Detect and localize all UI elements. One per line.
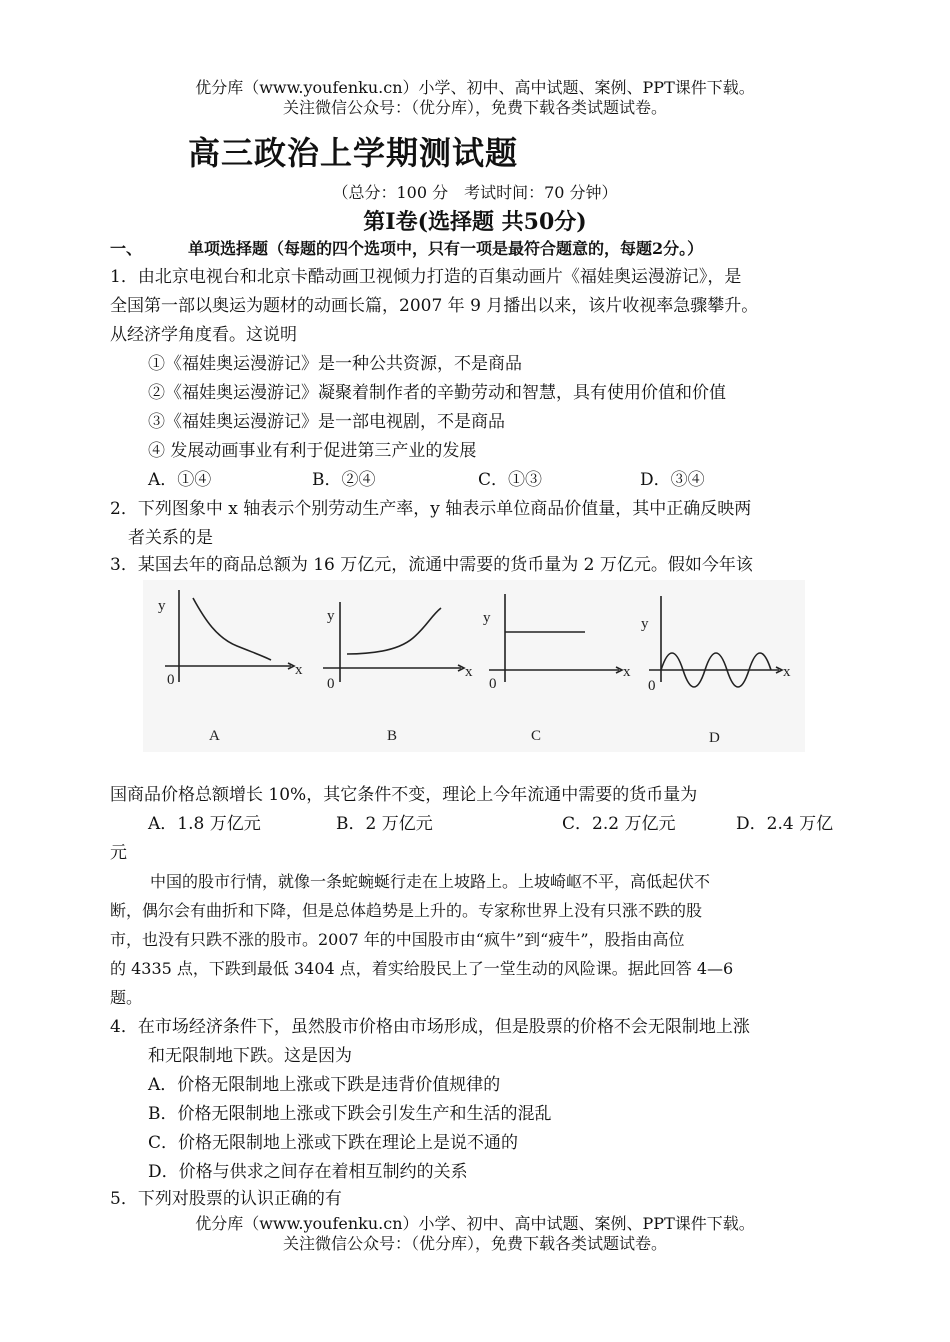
q1-statement-2: ②《福娃奥运漫游记》凝聚着制作者的辛勤劳动和智慧，具有使用价值和价值 bbox=[148, 383, 726, 403]
graph-b-caption: B bbox=[387, 728, 398, 744]
q3-line2: 国商品价格总额增长 10%，其它条件不变，理论上今年流通中需要的货币量为 bbox=[110, 785, 698, 805]
q5-line1: 5．下列对股票的认识正确的有 bbox=[110, 1189, 342, 1209]
graph-b-y-label: y bbox=[327, 608, 335, 624]
exam-subtitle: （总分：100 分 考试时间：70 分钟） bbox=[332, 183, 618, 202]
passage-line4: 的 4335 点，下跌到最低 3404 点，着实给股民上了一堂生动的风险课。据此回答 4—6 bbox=[110, 959, 734, 978]
q1-option-a: A．①④ bbox=[148, 470, 212, 490]
q1-line3: 从经济学角度看。这说明 bbox=[110, 325, 297, 345]
q1-option-c: C．①③ bbox=[478, 470, 543, 490]
q4-option-c: C．价格无限制地上涨或下跌在理论上是说不通的 bbox=[148, 1133, 519, 1153]
passage-line2: 断，偶尔会有曲折和下降，但是总体趋势是上升的。专家称世界上没有只涨不跌的股 bbox=[110, 901, 703, 920]
q3-line1: 3．某国去年的商品总额为 16 万亿元，流通中需要的货币量为 2 万亿元。假如今年该 bbox=[110, 555, 753, 575]
q1-statement-1: ①《福娃奥运漫游记》是一种公共资源，不是商品 bbox=[148, 354, 522, 374]
page-header-line1: 优分库（www.youfenku.cn）小学、初中、高中试题、案例、PPT课件下载。 bbox=[195, 78, 755, 97]
graph-a-y-label: y bbox=[158, 598, 166, 614]
page-header-line2: 关注微信公众号：（优分库），免费下载各类试题试卷。 bbox=[282, 98, 667, 117]
q1-option-b: B．②④ bbox=[312, 470, 376, 490]
productivity-value-graphs bbox=[143, 580, 805, 752]
q1-line2: 全国第一部以奥运为题材的动画长篇，2007 年 9 月播出以来，该片收视率急骤攀升。 bbox=[110, 296, 759, 316]
volume-heading: 第Ⅰ卷(选择题 共50分) bbox=[363, 209, 587, 235]
graph-d-origin: 0 bbox=[648, 678, 656, 694]
graph-d-caption: D bbox=[709, 730, 720, 746]
q3-option-d-wrap: 元 bbox=[110, 843, 127, 863]
graph-c-x-label: x bbox=[623, 664, 631, 680]
q2-line1: 2．下列图象中 x 轴表示个别劳动生产率，y 轴表示单位商品价值量，其中正确反映两 bbox=[110, 499, 752, 519]
q4-option-d: D．价格与供求之间存在着相互制约的关系 bbox=[148, 1162, 468, 1182]
graph-a-caption: A bbox=[209, 728, 220, 744]
q3-option-a: A．1.8 万亿元 bbox=[148, 814, 261, 834]
q3-option-d: D．2.4 万亿 bbox=[736, 814, 834, 834]
exam-title: 高三政治上学期测试题 bbox=[188, 134, 519, 172]
q4-option-b: B．价格无限制地上涨或下跌会引发生产和生活的混乱 bbox=[148, 1104, 552, 1124]
q1-statement-4: ④ 发展动画事业有利于促进第三产业的发展 bbox=[148, 441, 477, 461]
graph-d-x-label: x bbox=[783, 664, 791, 680]
graph-c-caption: C bbox=[531, 728, 542, 744]
q1-option-d: D．③④ bbox=[640, 470, 705, 490]
graph-a-origin: 0 bbox=[167, 672, 175, 688]
graph-b-origin: 0 bbox=[327, 676, 335, 692]
section-number: 一、 bbox=[110, 239, 143, 258]
section-heading bbox=[110, 236, 703, 259]
q1-statement-3: ③《福娃奥运漫游记》是一部电视剧，不是商品 bbox=[148, 412, 505, 432]
passage-line3: 市，也没有只跌不涨的股市。2007 年的中国股市由“疯牛”到“疲牛”，股指由高位 bbox=[110, 930, 685, 949]
q3-option-b: B．2 万亿元 bbox=[336, 814, 433, 834]
graph-b-x-label: x bbox=[465, 664, 473, 680]
graph-d-y-label: y bbox=[641, 616, 649, 632]
graph-c-origin: 0 bbox=[489, 676, 497, 692]
section-instructions: 单项选择题（每题的四个选项中，只有一项是最符合题意的，每题2分。） bbox=[188, 239, 704, 258]
q2-line2: 者关系的是 bbox=[128, 528, 213, 548]
q1-line1: 1．由北京电视台和北京卡酷动画卫视倾力打造的百集动画片《福娃奥运漫游记》，是 bbox=[110, 267, 742, 287]
q4-line1: 4．在市场经济条件下，虽然股市价格由市场形成，但是股票的价格不会无限制地上涨 bbox=[110, 1017, 750, 1037]
graph-a-x-label: x bbox=[295, 662, 303, 678]
page-footer-line2: 关注微信公众号：（优分库），免费下载各类试题试卷。 bbox=[282, 1234, 667, 1253]
passage-line5: 题。 bbox=[110, 988, 143, 1007]
q4-line2: 和无限制地下跌。这是因为 bbox=[148, 1046, 352, 1066]
page-footer-line1: 优分库（www.youfenku.cn）小学、初中、高中试题、案例、PPT课件下载。 bbox=[195, 1214, 755, 1233]
q4-option-a: A．价格无限制地上涨或下跌是违背价值规律的 bbox=[148, 1075, 501, 1095]
q3-option-c: C．2.2 万亿元 bbox=[562, 814, 676, 834]
graph-c-y-label: y bbox=[483, 610, 491, 626]
passage-line1: 中国的股市行情，就像一条蛇蜿蜒行走在上坡路上。上坡崎岖不平，高低起伏不 bbox=[150, 872, 711, 891]
